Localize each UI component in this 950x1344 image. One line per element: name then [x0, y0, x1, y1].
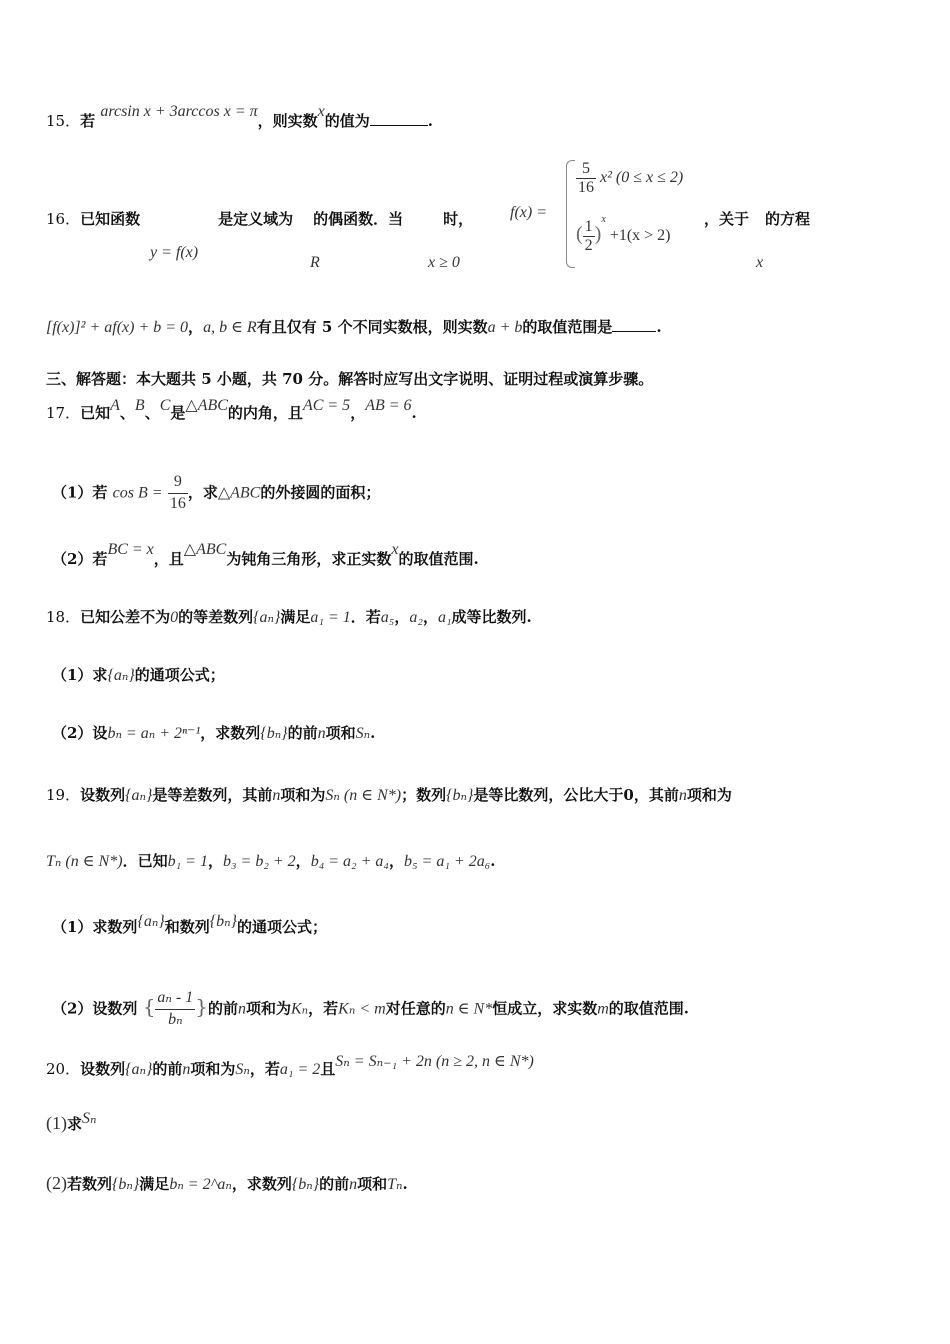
- q17-p1-text-1: ，求: [187, 483, 218, 502]
- q18-p2-end: .: [370, 724, 376, 742]
- q17-p1-cos: cos B =: [112, 484, 163, 502]
- q17-text-1: 已知: [80, 404, 111, 422]
- q19-p2-brace-open: {: [142, 994, 156, 1019]
- q16-piece2-fraction: [583, 218, 595, 255]
- q19-sep-1: ，: [207, 852, 223, 870]
- q19-part-1: [52, 913, 328, 939]
- q19-cond-1: b₁ = 1: [167, 853, 208, 870]
- q19-an: {aₙ}: [125, 787, 153, 804]
- q17-sep-1: 、: [119, 404, 135, 422]
- q19-p2-n: n: [237, 1000, 246, 1018]
- q16-paren-close: ): [594, 223, 602, 246]
- q19-text-2: 是等差数列，其前: [152, 786, 273, 804]
- q16-piece2-exp: x: [601, 213, 606, 225]
- q16-paren-open: (: [576, 223, 583, 246]
- q17-text-2: 是: [170, 404, 186, 422]
- q19-p1-label: （1）求数列: [52, 918, 138, 936]
- q19-p2-text-1: 的前: [207, 999, 238, 1018]
- q19-line-2: [46, 852, 496, 873]
- q17-p1-den: 16: [169, 494, 186, 512]
- q18-part-2: [52, 724, 375, 745]
- q16-text-6: 的方程: [765, 210, 811, 228]
- q15-text-3: 的值为: [324, 112, 370, 130]
- q20-p1-sn: Sₙ: [82, 1110, 97, 1127]
- q17-p1-triangle: △ABC: [217, 484, 261, 502]
- q16-end: .: [656, 318, 662, 336]
- q20-p2-text-1: 若数列: [67, 1175, 113, 1193]
- q18-text-1: 已知公差不为: [80, 608, 171, 626]
- q20-p2-text-5: 项和: [357, 1175, 388, 1193]
- q16-function: y = f(x): [150, 244, 199, 261]
- q19-part-2: [52, 988, 689, 1031]
- q17-p1-label: （1）若: [52, 483, 108, 502]
- q19-n2: n: [678, 787, 687, 804]
- q20-p2-tn: Tₙ: [387, 1176, 403, 1193]
- q18-p2-text-3: 项和: [325, 724, 356, 742]
- question-15: [46, 103, 433, 133]
- q19-text-6: ，其前: [633, 786, 679, 804]
- q16-fx-label: f(x) =: [510, 204, 547, 221]
- q19-bn: {bₙ}: [446, 787, 474, 804]
- q16-text-5: ，关于: [704, 210, 750, 228]
- q17-triangle: △ABC: [185, 397, 228, 414]
- q18-p2-n: n: [317, 725, 326, 742]
- q20-p2-def: bₙ = 2^aₙ: [169, 1176, 232, 1193]
- q20-a1: a₁ = 2: [279, 1061, 321, 1078]
- q16-text-3: 的偶函数．当: [313, 210, 404, 228]
- q19-p2-text-5: 恒成立，求实数: [492, 999, 598, 1018]
- q17-number: 17．: [46, 404, 81, 422]
- q19-end: .: [490, 852, 496, 870]
- q18-text-3: 满足: [280, 608, 311, 626]
- q20-text-4: ，若: [249, 1060, 280, 1078]
- q18-comma-1: ，: [394, 608, 410, 626]
- q20-p2-end: .: [402, 1175, 408, 1193]
- question-20: [46, 1053, 534, 1081]
- q19-cond-4: b₅ = a₁ + 2a₆: [403, 853, 491, 870]
- q19-tn: Tₙ (n ∈ N*): [46, 853, 123, 870]
- q20-part-2: [46, 1172, 408, 1196]
- q19-p2-text-2: 项和为: [245, 999, 291, 1018]
- q18-zero: 0: [170, 609, 179, 626]
- q17-part-2: [52, 541, 479, 571]
- q19-p2-text-6: 的取值范围.: [608, 999, 690, 1018]
- q15-end: .: [427, 112, 433, 130]
- q19-cond-2: b₃ = b₂ + 2: [222, 853, 296, 870]
- q20-p2-text-4: 的前: [319, 1175, 350, 1193]
- q16-text-4: 时，: [443, 210, 474, 228]
- q19-p1-bn: {bₙ}: [209, 913, 238, 930]
- q18-p2-label: （2）设: [52, 724, 108, 742]
- q19-text-5: 是等比数列，公比大于: [473, 786, 624, 804]
- q15-equation: arcsin x + 3arccos x = π: [100, 103, 258, 120]
- q18-p2-sn: Sₙ: [355, 725, 371, 742]
- q16-text-2: 是定义域为: [218, 210, 294, 228]
- q17-ac: AC = 5: [302, 397, 351, 414]
- q18-number: 18．: [46, 608, 81, 626]
- q17-p1-num: 9: [168, 472, 188, 494]
- q20-sn: Sₙ: [235, 1061, 250, 1078]
- q17-text-3: 的内角，且: [227, 404, 303, 422]
- q16-condition: x ≥ 0: [428, 254, 460, 271]
- q15-number: 15．: [46, 112, 81, 130]
- q17-p2-text-3: 的取值范围.: [398, 550, 479, 568]
- q16-piece-2: [576, 213, 671, 255]
- q19-p2-num: aₙ - 1: [155, 988, 195, 1010]
- q19-p2-den: bₙ: [168, 1010, 183, 1028]
- q19-p2-m: m: [597, 1000, 609, 1018]
- q19-sep-3: ，: [388, 852, 404, 870]
- q16-piece2-rest: +1(x > 2): [609, 227, 671, 245]
- q18-p1-seq: {aₙ}: [107, 667, 135, 684]
- q16-text-1: 已知函数: [80, 210, 141, 228]
- q19-p2-kn: Kₙ: [291, 1000, 309, 1018]
- q16-piece2-num: 1: [584, 218, 593, 235]
- q19-sep-2: ，: [295, 852, 311, 870]
- q19-p2-cond: n ∈ N*: [445, 1000, 493, 1018]
- q16-piece1-fraction: [576, 160, 596, 197]
- q19-number: 19．: [46, 786, 81, 804]
- q18-p2-seq: {bₙ}: [260, 725, 288, 742]
- q20-p1-text: 求: [67, 1115, 83, 1133]
- q20-text-2: 的前: [152, 1060, 183, 1078]
- q16-domain: R: [310, 254, 320, 271]
- question-18: [46, 608, 532, 629]
- q17-p1-fraction: [168, 472, 188, 515]
- q19-text-7: 项和为: [686, 786, 732, 804]
- q17-ab: AB = 6: [365, 397, 412, 414]
- q20-p2-label: (2): [46, 1173, 67, 1193]
- q19-p1-an: {aₙ}: [137, 913, 165, 930]
- q19-n: n: [272, 787, 281, 804]
- q16-about: [704, 210, 810, 230]
- q20-p2-n: n: [349, 1176, 358, 1193]
- q19-cond-3: b₄ = a₂ + a₄: [310, 853, 389, 870]
- q20-p2-bn-2: {bₙ}: [291, 1176, 320, 1193]
- q16-answer-blank[interactable]: [612, 319, 656, 332]
- q17-part-1: [52, 472, 380, 515]
- q16-piece2-den: 2: [584, 237, 593, 254]
- q17-sep-2: 、: [144, 404, 160, 422]
- q18-a5: a₅: [380, 609, 395, 626]
- q19-p2-text-3: ，若: [308, 999, 339, 1018]
- q17-p2-var: x: [391, 541, 399, 558]
- q18-comma-2: ，: [422, 608, 438, 626]
- q18-a1-b: a₁: [437, 609, 452, 626]
- q17-B: B: [134, 397, 145, 414]
- q19-p2-brace-close: }: [195, 994, 208, 1019]
- q16-equation: [f(x)]² + af(x) + b = 0: [46, 319, 189, 336]
- question-17: [46, 397, 417, 425]
- q16-line-2: [46, 318, 662, 339]
- section-3-title: 三、解答题：本大题共 5 小题，共 70 分。解答时应写出文字说明、证明过程或演算步骤。: [46, 370, 654, 388]
- q19-p2-ineq: Kₙ < m: [338, 1000, 386, 1018]
- q15-var: x: [317, 103, 325, 120]
- q20-text-1: 设数列: [80, 1060, 126, 1078]
- q16-piece-1: [576, 160, 683, 197]
- q17-p2-text-1: ，且: [153, 550, 184, 568]
- q16-text-7: ，: [188, 318, 204, 336]
- q18-p2-bn: bₙ = aₙ + 2ⁿ⁻¹: [107, 725, 201, 742]
- q16-ab: a, b ∈ R: [203, 319, 257, 336]
- q18-seq: {aₙ}: [253, 609, 281, 626]
- q20-p2-text-3: ，求数列: [231, 1175, 292, 1193]
- q17-p2-label: （2）若: [52, 550, 108, 568]
- q20-n: n: [182, 1061, 191, 1078]
- q17-p2-bc: BC = x: [107, 541, 154, 558]
- q20-number: 20．: [46, 1060, 81, 1078]
- q16-text-8: 有且仅有 5 个不同实数根，则实数: [256, 318, 488, 336]
- q19-p1-text-2: 的通项公式；: [237, 918, 328, 936]
- q17-p2-text-2: 为钝角三角形，求正实数: [226, 550, 392, 568]
- q18-text-5: 成等比数列.: [451, 608, 532, 626]
- q16-text-9: 的取值范围是: [522, 318, 613, 336]
- q17-p2-triangle: △ABC: [183, 541, 227, 558]
- q16-piece1-den: 16: [578, 179, 594, 196]
- q18-p1-label: （1）求: [52, 666, 108, 684]
- q18-part-1: [52, 666, 225, 687]
- q19-p2-label: （2）设数列: [52, 999, 138, 1018]
- q19-text-1: 设数列: [80, 786, 126, 804]
- q20-p2-text-2: 满足: [139, 1175, 170, 1193]
- q17-end: .: [411, 404, 417, 422]
- q20-recurrence: Sₙ = Sₙ₋₁ + 2n (n ≥ 2, n ∈ N*): [335, 1053, 534, 1070]
- q20-text-3: 项和为: [190, 1060, 236, 1078]
- q18-p1-text: 的通项公式；: [134, 666, 225, 684]
- question-19: [46, 786, 732, 807]
- q16-var: x: [756, 254, 764, 271]
- q19-zero: 0: [623, 786, 634, 804]
- q17-A: A: [110, 397, 120, 414]
- q20-an: {aₙ}: [125, 1061, 153, 1078]
- q16-piece1-num: 5: [576, 160, 596, 179]
- q19-p2-text-4: 对任意的: [385, 999, 446, 1018]
- q19-text-4: ；数列: [401, 786, 447, 804]
- question-16: [46, 210, 473, 230]
- q17-p1-text-2: 的外接圆的面积；: [260, 483, 381, 502]
- q18-text-2: 的等差数列: [178, 608, 254, 626]
- q16-piecewise-brace: [566, 160, 575, 268]
- q18-p2-text-2: 的前: [287, 724, 318, 742]
- q19-p2-fraction: [155, 988, 195, 1031]
- q20-p2-bn: {bₙ}: [112, 1176, 140, 1193]
- q20-text-5: 且: [320, 1060, 336, 1078]
- q17-sep-3: ，: [350, 404, 366, 422]
- q16-piece1-expr: x² (0 ≤ x ≤ 2): [600, 169, 684, 187]
- q15-text-1: 若: [80, 112, 96, 130]
- q15-text-2: ，则实数: [257, 112, 318, 130]
- q19-text-8: ．已知: [122, 852, 168, 870]
- q18-a1: a₁ = 1: [310, 609, 351, 626]
- q19-text-3: 项和为: [280, 786, 326, 804]
- q16-number: 16．: [46, 210, 81, 228]
- q15-answer-blank[interactable]: [370, 113, 428, 126]
- q20-part-1: [46, 1112, 97, 1136]
- q19-p1-text-1: 和数列: [164, 918, 210, 936]
- q17-C: C: [159, 397, 171, 414]
- q18-p2-text-1: ，求数列: [200, 724, 261, 742]
- q19-sn: Sₙ (n ∈ N*): [325, 787, 402, 804]
- q16-sum: a + b: [487, 319, 523, 336]
- q18-a2: a₂: [409, 609, 423, 626]
- q20-p1-label: (1): [46, 1113, 67, 1133]
- q18-text-4: ．若: [350, 608, 381, 626]
